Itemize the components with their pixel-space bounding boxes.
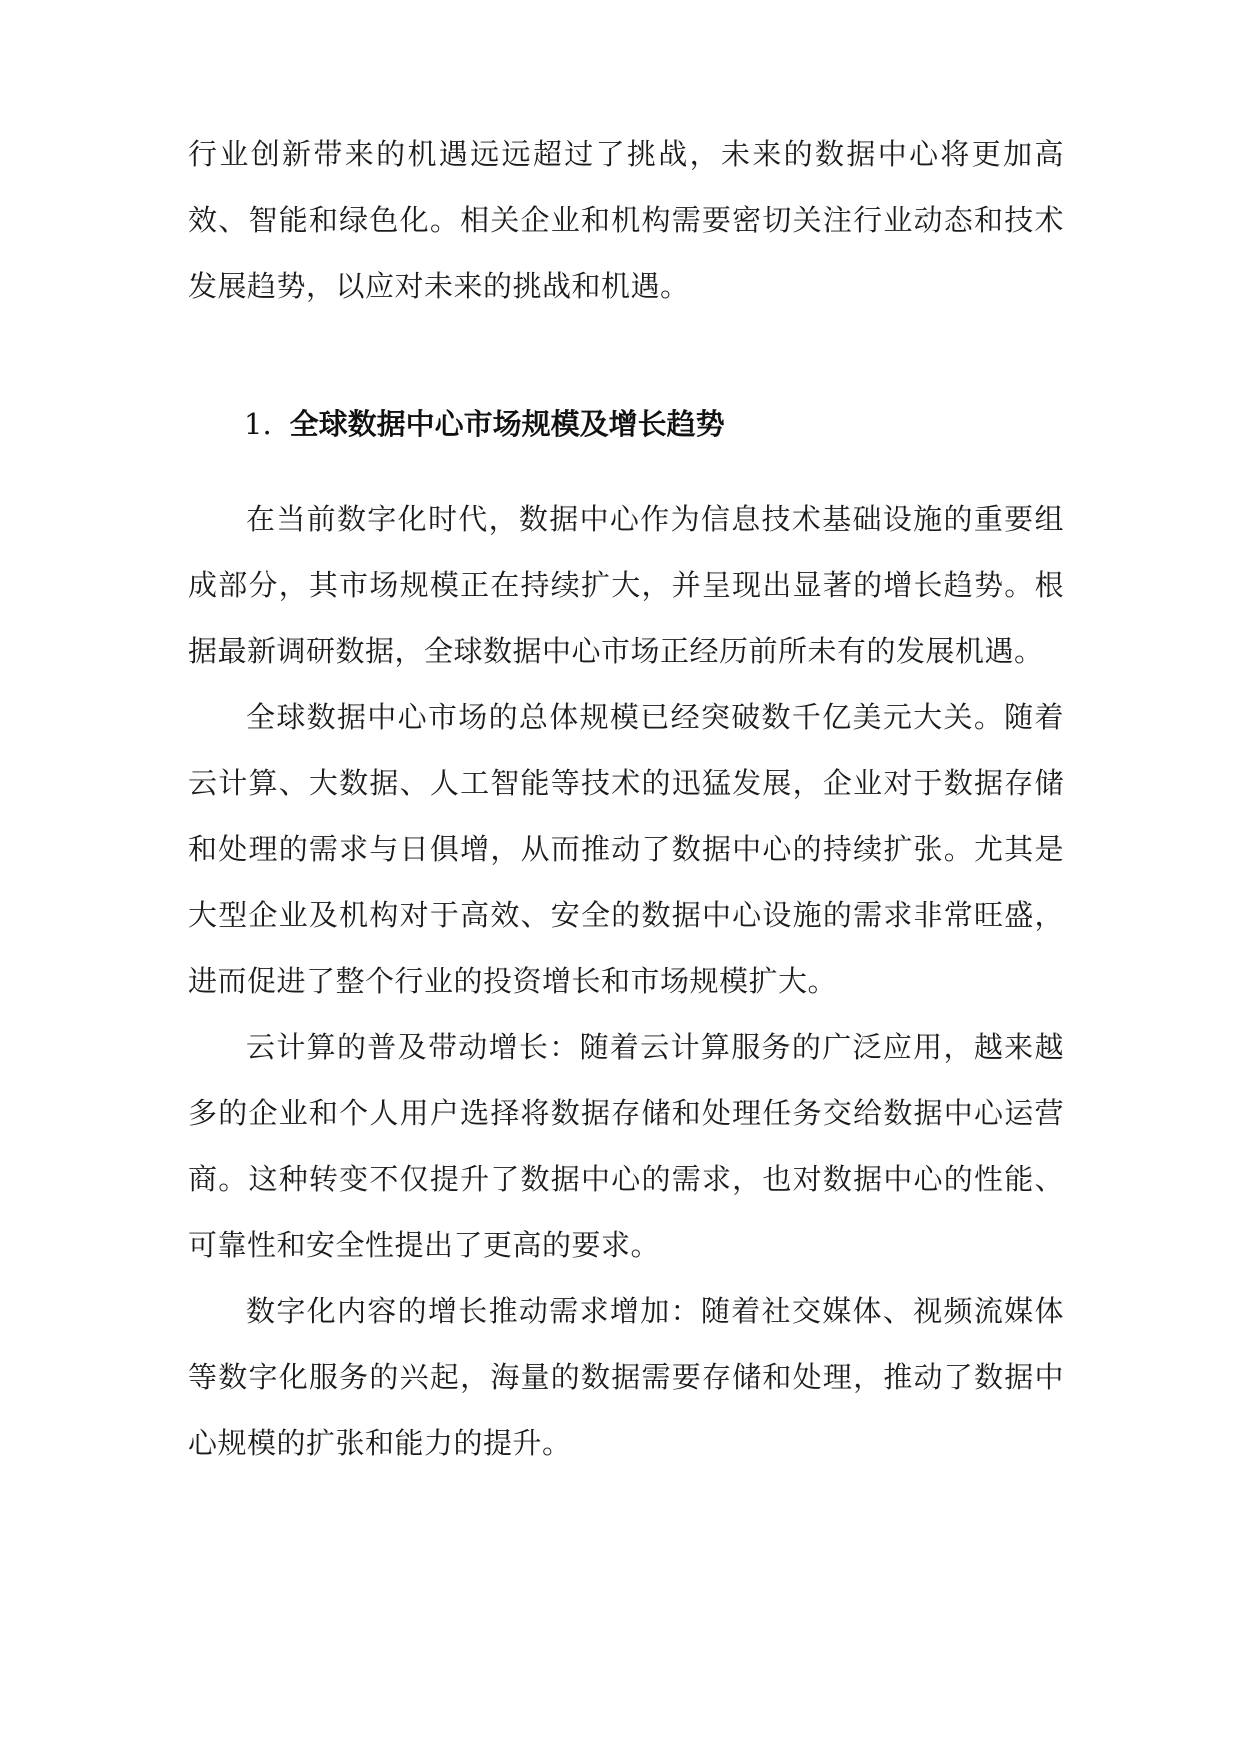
body-paragraph-2: 全球数据中心市场的总体规模已经突破数千亿美元大关。随着云计算、大数据、人工智能等技术的迅猛发展，企业对于数据存储和处理的需求与日俱增，从而推动了数据中心的持续扩张。尤其是大型企业及机构对于高效、安全的数据中心设施的需求非常旺盛，进而促进了整个行业的投资增长和市场规模扩大。 bbox=[188, 700, 1064, 998]
section-title: 全球数据中心市场规模及增长趋势 bbox=[289, 407, 725, 441]
section-heading bbox=[244, 404, 725, 444]
body-paragraph-3: 云计算的普及带动增长：随着云计算服务的广泛应用，越来越多的企业和个人用户选择将数据存储和处理任务交给数据中心运营商。这种转变不仅提升了数据中心的需求，也对数据中心的性能、可靠性和安全性提出了更高的要求。 bbox=[188, 1030, 1064, 1262]
intro-block bbox=[188, 121, 1064, 319]
body-block bbox=[188, 486, 1064, 1476]
body-paragraph-4: 数字化内容的增长推动需求增加：随着社交媒体、视频流媒体等数字化服务的兴起，海量的数据需要存储和处理，推动了数据中心规模的扩张和能力的提升。 bbox=[188, 1294, 1064, 1460]
intro-paragraph: 行业创新带来的机遇远远超过了挑战，未来的数据中心将更加高效、智能和绿色化。相关企业和机构需要密切关注行业动态和技术发展趋势，以应对未来的挑战和机遇。 bbox=[188, 137, 1064, 303]
section-number: 1. bbox=[244, 407, 272, 441]
body-paragraph-1: 在当前数字化时代，数据中心作为信息技术基础设施的重要组成部分，其市场规模正在持续扩大，并呈现出显著的增长趋势。根据最新调研数据，全球数据中心市场正经历前所未有的发展机遇。 bbox=[188, 502, 1064, 668]
